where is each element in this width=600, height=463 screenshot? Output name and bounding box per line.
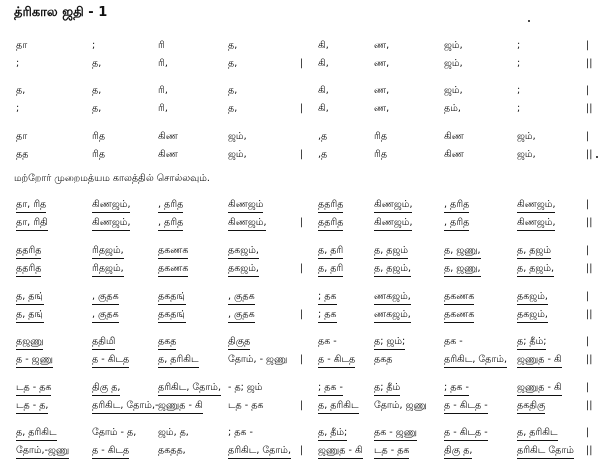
syllable-cell: ஜம், <box>228 131 247 142</box>
syllable-cell: தகணக <box>158 245 188 259</box>
syllable-cell: த, <box>92 103 102 114</box>
syllable-cell: ண, <box>374 85 390 96</box>
syllable-cell: ண, <box>374 103 390 114</box>
syllable-cell: தோம்,-ஜணு <box>16 445 69 459</box>
syllable-cell: தம், <box>444 103 461 114</box>
syllable-cell: கிண <box>444 149 464 160</box>
bar-line-end: || <box>586 58 593 69</box>
syllable-cell: ; தக - <box>228 427 253 438</box>
syllable-cell: , குதக <box>228 309 255 323</box>
syllable-cell: கி, <box>318 58 329 69</box>
syllable-cell: , குதக <box>228 291 255 305</box>
instruction-note: மற்றோர் முறைமத்யம காலத்தில் சொல்லவும். <box>14 173 210 184</box>
syllable-cell: தகதத, <box>158 445 186 456</box>
bar-line-end: || <box>586 309 593 320</box>
syllable-cell: த, தஙு் <box>16 309 44 323</box>
syllable-cell: ஜணுத - கி <box>318 445 363 459</box>
syllable-cell: திகுத <box>228 336 250 350</box>
syllable-cell: தகதஙு் <box>158 291 186 305</box>
syllable-cell: ஜணுத - கி <box>517 354 562 368</box>
syllable-cell: த - கிடத <box>318 354 355 368</box>
syllable-cell: ரிதஜம், <box>92 245 124 259</box>
syllable-cell: ரி, <box>158 85 168 96</box>
syllable-cell: ,த <box>318 149 328 160</box>
bar-line-end: | <box>586 382 590 393</box>
syllable-cell: ; <box>517 103 521 114</box>
syllable-cell: கிண <box>158 149 178 160</box>
bar-line: | <box>300 309 304 320</box>
syllable-cell: கிணஜம், <box>92 199 130 213</box>
syllable-cell: கிணஜம், <box>374 199 412 213</box>
syllable-cell: தகத <box>374 354 393 365</box>
syllable-cell: ; தக <box>318 309 337 323</box>
notation-line <box>0 427 600 441</box>
syllable-cell: ஜணுத - கி <box>158 400 203 414</box>
notation-line <box>0 382 600 396</box>
bar-line-end: || <box>586 445 593 456</box>
syllable-cell: தக - <box>444 336 463 347</box>
syllable-cell: டத - தக <box>228 400 264 411</box>
syllable-cell: கி, <box>318 40 329 51</box>
syllable-cell: ஜம், <box>444 58 463 69</box>
syllable-cell: தஜணு <box>16 336 43 350</box>
bar-line: | <box>300 354 304 365</box>
syllable-cell: த, தரிகிட <box>517 427 558 441</box>
syllable-cell: கிண <box>158 131 178 142</box>
syllable-cell: தகஜம், <box>517 291 548 305</box>
syllable-cell: ; தக - <box>444 382 469 396</box>
bar-line-end: || <box>586 103 593 114</box>
bar-line-end: | <box>586 85 590 96</box>
bar-line: | <box>300 149 304 160</box>
syllable-cell: த; தீம்; <box>517 336 546 350</box>
syllable-cell: தா <box>16 131 28 142</box>
syllable-cell: கிணஜம், <box>517 199 555 213</box>
syllable-cell: ஜம், <box>444 40 463 51</box>
bar-line: | <box>300 58 304 69</box>
notation-line <box>0 149 600 163</box>
syllable-cell: ரி, <box>158 103 168 114</box>
syllable-cell: த - கிடத <box>92 445 129 459</box>
syllable-cell: டத - தக <box>374 445 409 459</box>
syllable-cell: ஜம், த, <box>158 427 189 438</box>
syllable-cell: தோம், ஜணு <box>374 400 427 411</box>
bar-line-end: || <box>586 354 593 365</box>
notation-line <box>0 354 600 368</box>
syllable-cell: த, <box>228 85 238 96</box>
syllable-cell: ரி <box>158 40 165 51</box>
syllable-cell: த, <box>92 58 102 69</box>
syllable-cell: தகஜம், <box>228 263 259 277</box>
syllable-cell: திகு த, <box>444 445 472 459</box>
syllable-cell: தகத <box>158 336 176 350</box>
bar-line: | <box>300 103 304 114</box>
bar-line-end: || <box>586 149 593 160</box>
syllable-cell: த; ஜம்; <box>374 336 405 350</box>
syllable-cell: கி, <box>318 85 329 96</box>
syllable-cell: , தரித <box>444 217 469 231</box>
syllable-cell: , தரித <box>444 199 469 213</box>
syllable-cell: த, தஜம், <box>374 263 411 277</box>
syllable-cell: கிணஜம் <box>228 199 263 213</box>
syllable-cell: த, <box>92 85 102 96</box>
notation-line <box>0 309 600 323</box>
syllable-cell: த, தஙு் <box>16 291 44 305</box>
syllable-cell: கிணஜம், <box>374 217 412 231</box>
syllable-cell: தகஜம், <box>517 309 548 323</box>
syllable-cell: டத - த, <box>16 400 48 414</box>
notation-line <box>0 263 600 277</box>
syllable-cell: கிணஜம், <box>92 217 130 231</box>
bar-line-end: | <box>586 245 590 256</box>
bar-line-end: || <box>586 217 593 228</box>
syllable-cell: தரிகிட, தோம்,- <box>92 400 158 414</box>
syllable-cell: ; <box>517 85 521 96</box>
notation-line <box>0 445 600 459</box>
syllable-cell: ; தக - <box>318 382 343 396</box>
syllable-cell: த, தஜம், <box>517 263 554 277</box>
syllable-cell: ணகஜம், <box>374 291 411 305</box>
syllable-cell: தகணக <box>158 263 188 277</box>
syllable-cell: த, <box>228 40 238 51</box>
syllable-cell: த, <box>228 58 238 69</box>
notation-line <box>0 40 600 54</box>
syllable-cell: ,த <box>318 131 328 142</box>
syllable-cell: த - கிடத - <box>444 427 488 441</box>
syllable-cell: த, ஜணு, <box>444 263 481 277</box>
syllable-cell: தகணக <box>444 309 474 323</box>
bar-line-end: | <box>586 199 590 210</box>
syllable-cell: தகஜம், <box>228 245 259 259</box>
syllable-cell: தா, ரித <box>16 199 46 213</box>
bar-line: | <box>300 445 304 456</box>
bar-line-end: || <box>586 400 593 411</box>
bar-line-end: | <box>586 40 590 51</box>
syllable-cell: த, <box>228 103 238 114</box>
syllable-cell: ; <box>16 103 20 114</box>
bar-line-end: | <box>586 336 590 347</box>
syllable-cell: த; தீம் <box>374 382 400 396</box>
syllable-cell: கிணஜம், <box>228 217 266 231</box>
syllable-cell: தத <box>16 149 29 160</box>
syllable-cell: த, தரி <box>318 263 343 277</box>
syllable-cell: த - கிடத <box>92 354 129 368</box>
bar-line: | <box>300 217 304 228</box>
syllable-cell: , குதக <box>92 291 119 305</box>
syllable-cell: - த; ஜம் <box>228 382 263 393</box>
syllable-cell: , குதக <box>92 309 119 323</box>
syllable-cell: தோம், - ஜணு <box>228 354 288 365</box>
syllable-cell: த - ஜணு <box>16 354 53 368</box>
stray-mark <box>596 156 598 158</box>
notation-line <box>0 291 600 305</box>
syllable-cell: ; <box>16 58 20 69</box>
syllable-cell: திகு த, <box>92 382 120 396</box>
syllable-cell: தரிகிட, தோம், <box>228 445 291 459</box>
syllable-cell: ; <box>92 40 96 51</box>
syllable-cell: கிணஜம், <box>517 217 555 231</box>
bar-line-end: | <box>586 291 590 302</box>
syllable-cell: ஜணுத - கி <box>517 382 562 396</box>
syllable-cell: ஜம், <box>517 131 536 142</box>
syllable-cell: த, ஜணு, <box>444 245 481 259</box>
notation-line <box>0 400 600 414</box>
bar-line-end: | <box>586 131 590 142</box>
syllable-cell: த, <box>16 85 26 96</box>
syllable-cell: த, தரி <box>318 245 343 259</box>
syllable-cell: ததிமி <box>92 336 115 350</box>
syllable-cell: கிண <box>444 131 464 142</box>
syllable-cell: ண, <box>374 58 390 69</box>
syllable-cell: டத - தக <box>16 382 51 396</box>
notation-line <box>0 85 600 99</box>
syllable-cell: ஜம், <box>444 85 463 96</box>
notation-line <box>0 336 600 350</box>
syllable-cell: ததரித <box>16 245 41 259</box>
syllable-cell: , தரித <box>158 199 183 213</box>
syllable-cell: ண, <box>374 40 390 51</box>
syllable-cell: ததரித <box>16 263 41 277</box>
syllable-cell: தகணக <box>444 291 474 305</box>
syllable-cell: ததரித <box>318 217 343 231</box>
notation-line <box>0 103 600 117</box>
bar-line: | <box>300 263 304 274</box>
notation-line <box>0 131 600 145</box>
notation-line <box>0 58 600 72</box>
syllable-cell: தரிகிட தோம் <box>517 445 574 459</box>
bar-line-end: || <box>586 263 593 274</box>
notation-line <box>0 199 600 213</box>
syllable-cell: த, தஜம் <box>517 245 551 259</box>
syllable-cell: த, தீம்; <box>318 427 347 441</box>
syllable-cell: ரித <box>92 131 106 142</box>
syllable-cell: தரிகிட, தோம், <box>158 382 221 396</box>
syllable-cell: ; தக <box>318 291 337 305</box>
stray-mark <box>528 20 530 22</box>
syllable-cell: தக - ஜணு <box>374 427 417 441</box>
syllable-cell: ஜம், <box>517 149 536 160</box>
syllable-cell: தகதஙு் <box>158 309 186 323</box>
bar-line: | <box>300 400 304 411</box>
syllable-cell: தா, ரிதி <box>16 217 48 231</box>
syllable-cell: ரித <box>374 131 388 142</box>
syllable-cell: கி, <box>318 103 329 114</box>
syllable-cell: தகதிகு <box>517 400 545 414</box>
syllable-cell: ரி, <box>158 58 168 69</box>
syllable-cell: தரிகிட, தோம், <box>444 354 507 368</box>
syllable-cell: ததரித <box>318 199 343 213</box>
syllable-cell: ரிதஜம், <box>92 263 124 277</box>
syllable-cell: தா <box>16 40 28 51</box>
syllable-cell: த, தரிகிட <box>158 354 199 368</box>
syllable-cell: ; <box>517 58 521 69</box>
syllable-cell: த, தரிகிட <box>16 427 57 441</box>
syllable-cell: ரித <box>374 149 388 160</box>
syllable-cell: த - கிடத - <box>444 400 488 414</box>
page-title: த்ரிகால ஜதி - 1 <box>14 5 108 20</box>
syllable-cell: ஜம், <box>228 149 247 160</box>
syllable-cell: த, தஜம் <box>374 245 408 259</box>
bar-line-end: | <box>586 427 590 438</box>
syllable-cell: ணகஜம், <box>374 309 411 323</box>
notation-line <box>0 245 600 259</box>
syllable-cell: ரித <box>92 149 106 160</box>
syllable-cell: , தரித <box>158 217 183 231</box>
syllable-cell: தோம் - த, <box>92 427 137 438</box>
syllable-cell: த, தரிகிட <box>318 400 359 414</box>
notation-line <box>0 217 600 231</box>
syllable-cell: ; <box>517 40 521 51</box>
syllable-cell: தக - <box>318 336 337 347</box>
